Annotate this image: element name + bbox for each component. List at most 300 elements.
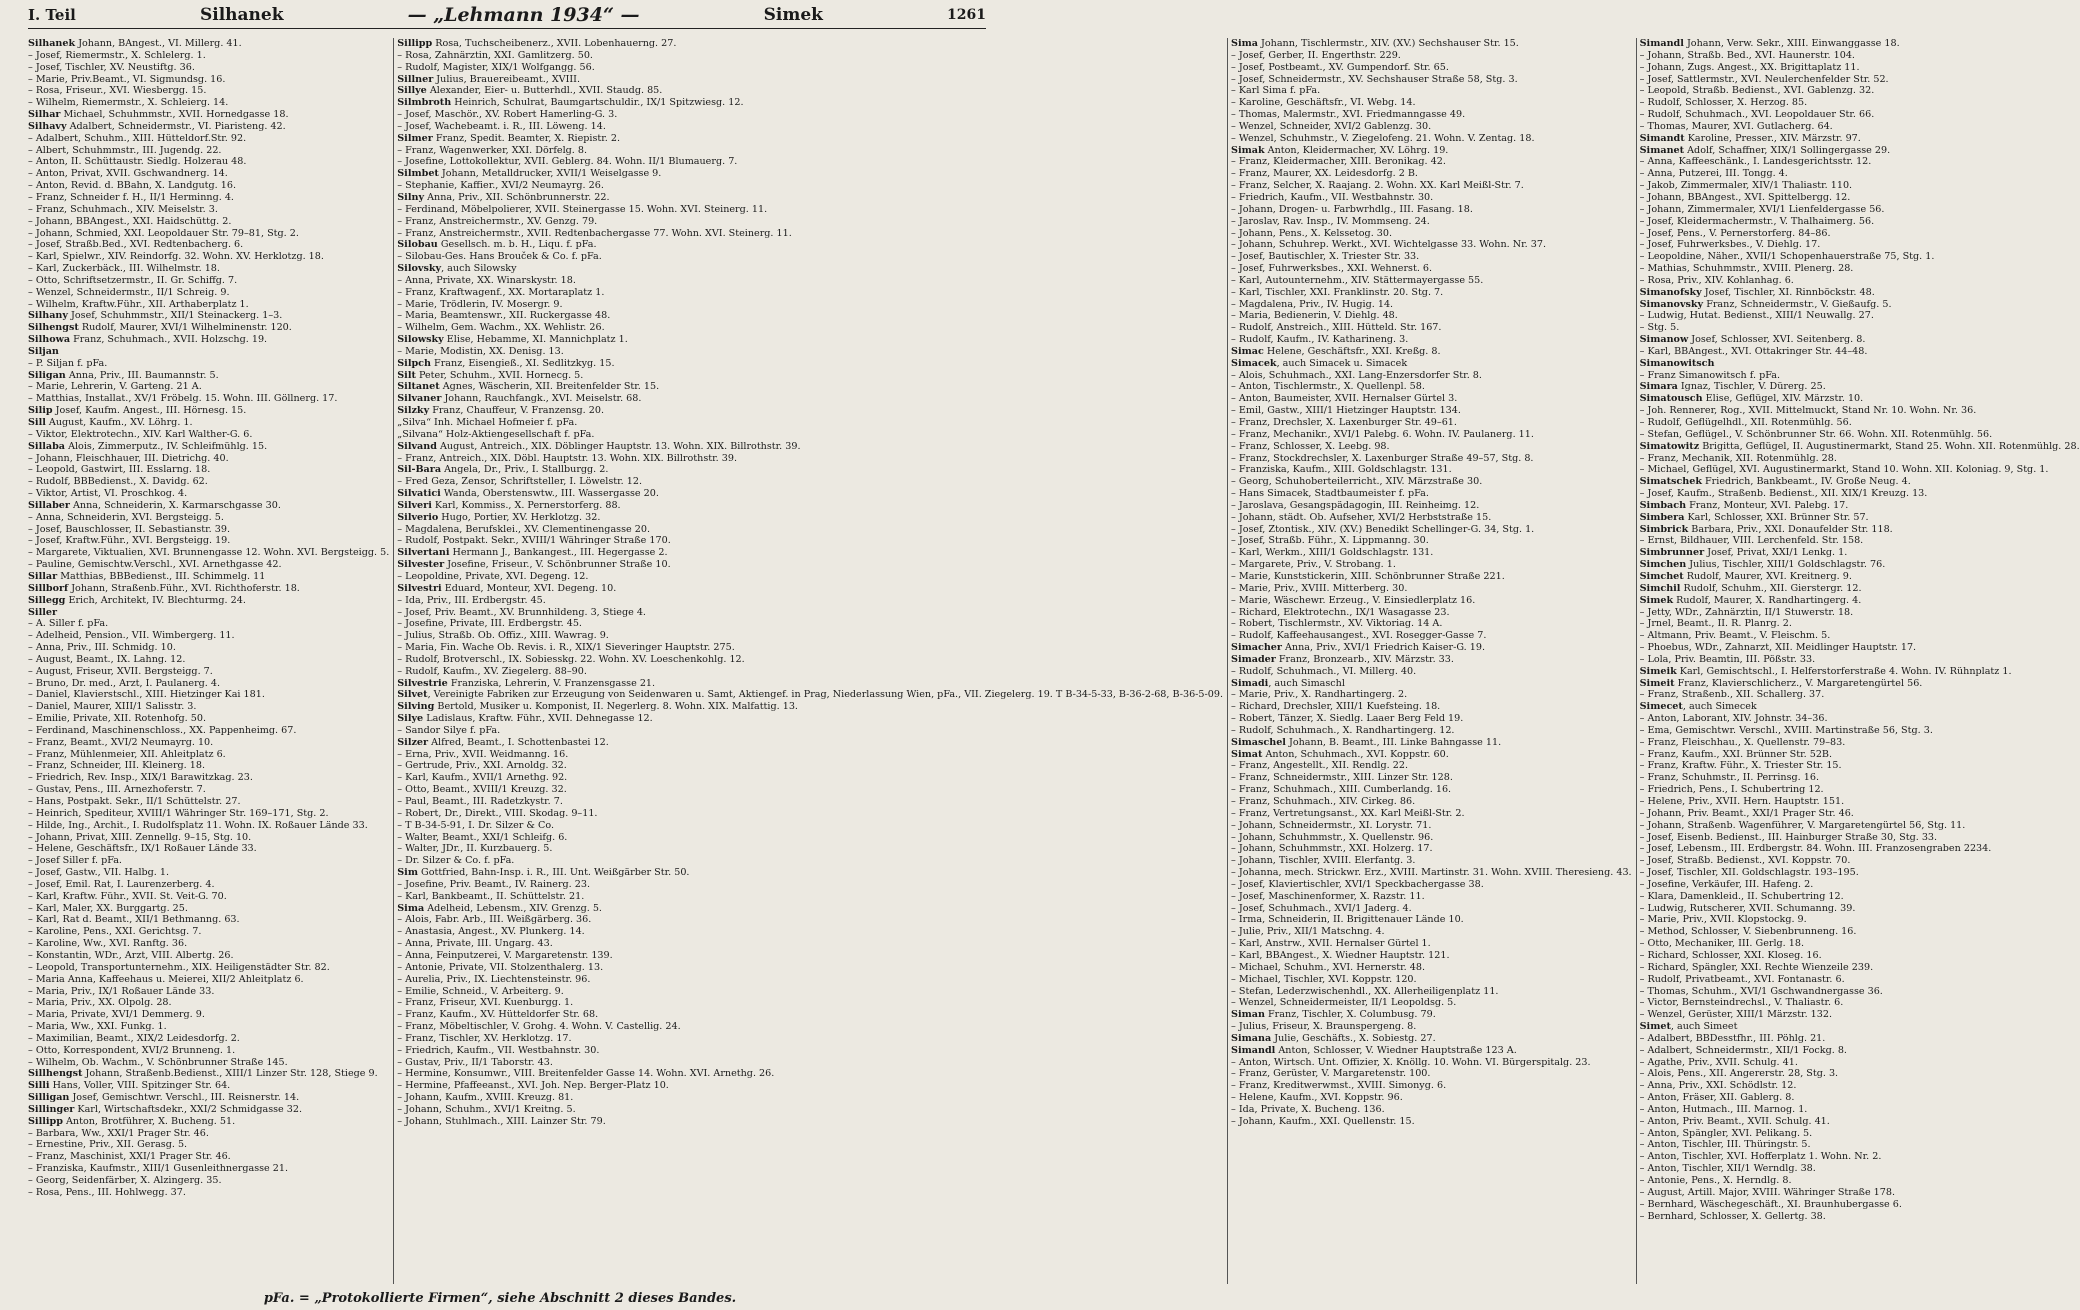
entry-text: – Johann, Kaufm., XVIII. Kreuzg. 81.: [397, 1092, 574, 1104]
directory-entry: [397, 689, 1223, 701]
entry-text: – Franz, Wagenwerker, XXI. Dörfelg. 8.: [397, 144, 588, 156]
entry-text: – Albert, Schuhmmstr., III. Jugendg. 22.: [28, 144, 222, 156]
directory-entry: [397, 950, 1223, 962]
entry-text: Erich, Architekt, IV. Blechturmg. 24.: [65, 594, 246, 606]
directory-entry: [1231, 938, 1632, 950]
entry-text: – Karl, Maler, XX. Burggartg. 25.: [28, 902, 188, 914]
entry-surname: Silip: [28, 405, 53, 417]
entry-text: Elise, Hebamme, XI. Mannichplatz 1.: [443, 334, 628, 346]
entry-text: Gesellsch. m. b. H., Liqu. f. pFa.: [437, 239, 597, 251]
entry-surname: Simanofsky: [1639, 286, 1702, 298]
entry-surname: Simader: [1231, 653, 1276, 665]
directory-entry: [397, 62, 1223, 74]
entry-text: – Otto, Beamt., XVIII/1 Kreuzg. 32.: [397, 784, 567, 796]
directory-entry: [1231, 180, 1632, 192]
directory-entry: [1231, 820, 1632, 832]
entry-text: – Franz, Anstreichermstr., XV. Genzg. 79.: [397, 215, 598, 227]
entry-text: – Josef, Klaviertischler, XVI/1 Speckbachergasse 38.: [1231, 878, 1484, 890]
entry-text: – Ernestine, Priv., XII. Gerasg. 5.: [28, 1139, 188, 1151]
entry-text: – Alois, Schuhmach., XXI. Lang-Enzersdorfer Str. 8.: [1231, 369, 1482, 381]
directory-entry: [28, 334, 389, 346]
entry-text: – Ferdinand, Möbelpolierer, XVII. Steinergasse 15. Wohn. XVI. Steinerg. 11.: [397, 203, 768, 215]
entry-text: – Daniel, Maurer, XIII/1 Salisstr. 3.: [28, 701, 197, 713]
entry-text: Elise, Geflügel, XIV. Märzstr. 10.: [1702, 393, 1864, 405]
directory-entry: [1231, 1057, 1632, 1069]
directory-entry: [397, 678, 1223, 690]
entry-text: – Michael, Geflügel, XVI. Augustinermarkt, Stand 10. Wohn. XII. Koloniag. 9, Stg. 1.: [1639, 464, 2049, 476]
entry-text: – Jakob, Zimmermaler, XIV/1 Thaliastr. 110.: [1639, 180, 1853, 192]
header-title: — „Lehmann 1934“ —: [407, 4, 640, 26]
entry-text: – Josefine, Verkäufer, III. Hafeng. 2.: [1639, 878, 1814, 890]
directory-entry: [1640, 713, 2080, 725]
entry-text: – Anton, Tischlermstr., X. Quellenpl. 58.: [1231, 381, 1425, 393]
entry-text: – Karl Sima f. pFa.: [1231, 85, 1321, 97]
entry-text: – Johann, Schmied, XXI. Leopoldauer Str. 79–81, Stg. 2.: [28, 227, 299, 239]
entry-text: , auch Silowsky: [441, 263, 517, 275]
directory-entry: [28, 749, 389, 761]
entry-surname: Silveri: [397, 499, 432, 511]
entry-text: – Franz, Schneider, III. Kleinerg. 18.: [28, 760, 206, 772]
directory-entry: [1231, 642, 1632, 654]
directory-entry: [397, 334, 1223, 346]
entry-surname: Silowsky: [397, 334, 444, 346]
directory-entry: [397, 441, 1223, 453]
directory-entry: [28, 62, 389, 74]
directory-entry: [397, 476, 1223, 488]
header-right-word: Simek: [763, 5, 823, 25]
entry-surname: Silny: [397, 191, 425, 203]
entry-text: – Ida, Priv., III. Erdbergstr. 45.: [397, 594, 546, 606]
entry-text: – Rosa, Zahnärztin, XXI. Gamlitzerg. 50.: [397, 49, 593, 61]
entry-text: – Johann, Privat, XIII. Zennellg. 9–15, Stg. 10.: [28, 831, 252, 843]
directory-entry: [28, 228, 389, 240]
directory-entry: [28, 843, 389, 855]
directory-entry: [28, 997, 389, 1009]
directory-entry: [397, 903, 1223, 915]
entry-text: , Vereinigte Fabriken zur Erzeugung von Seidenwaren u. Samt, Aktiengef. in Prag, Niederlassung Wien, pFa., VII. Ziegelerg. 19. T B-34-5-33, B-36-2-68, B-36-5-09.: [427, 689, 1224, 701]
entry-surname: Sil-Bara: [397, 464, 442, 476]
directory-entry: [1231, 192, 1632, 204]
entry-surname: Simacher: [1231, 642, 1282, 654]
directory-entry: [1231, 1021, 1632, 1033]
entry-surname: Silzer: [397, 736, 429, 748]
entry-text: – Franziska, Kaufm., XIII. Goldschlagstr. 131.: [1231, 464, 1452, 476]
directory-entry: [397, 595, 1223, 607]
directory-entry: [1231, 216, 1632, 228]
entry-text: – Gertrude, Priv., XXI. Arnoldg. 32.: [397, 760, 567, 772]
directory-entry: [397, 701, 1223, 713]
directory-entry: [1640, 512, 2080, 524]
entry-text: August, Antreich., XIX. Döblinger Hauptstr. 13. Wohn. XIX. Billrothstr. 39.: [436, 440, 801, 452]
entry-text: – Franz, Kreditwerwmst., XVIII. Simonyg. 6.: [1231, 1080, 1447, 1092]
directory-entry: [397, 393, 1223, 405]
entry-text: – Karl, Zuckerbäck., III. Wilhelmstr. 18.: [28, 263, 220, 275]
entry-text: – Helene, Geschäftsfr., IX/1 Roßauer Lände 33.: [28, 843, 257, 855]
entry-text: Adalbert, Schneidermstr., VI. Piaristeng. 42.: [66, 120, 286, 132]
entry-text: – Franz, Gerüster, V. Margaretenstr. 100.: [1231, 1068, 1431, 1080]
entry-surname: Silvestrie: [397, 677, 448, 689]
page-number: 1261: [947, 7, 986, 23]
entry-surname: Sima: [397, 902, 425, 914]
directory-entry: [1231, 145, 1632, 157]
directory-entry: [28, 559, 389, 571]
directory-entry: [397, 1104, 1223, 1116]
directory-entry: [397, 417, 1223, 429]
entry-text: – Anton, Priv. Beamt., XVII. Schulg. 41.: [1639, 1115, 1830, 1127]
directory-entry: [397, 784, 1223, 796]
entry-surname: Simchet: [1639, 570, 1684, 582]
directory-entry: [1231, 299, 1632, 311]
entry-surname: Simadi: [1231, 677, 1269, 689]
directory-entry: [28, 417, 389, 429]
directory-entry: [397, 559, 1223, 571]
directory-entry: [1231, 133, 1632, 145]
entry-surname: Silhanek: [28, 38, 76, 49]
directory-entry: [1231, 997, 1632, 1009]
directory-entry: [397, 310, 1223, 322]
entry-surname: Simara: [1639, 381, 1678, 393]
directory-entry: [1640, 784, 2080, 796]
entry-text: Franz, Monteur, XVI. Palebg. 17.: [1686, 499, 1849, 511]
entry-text: – Franz, Kaufm., XXI. Brünner Str. 52B.: [1639, 748, 1833, 760]
entry-surname: Sillaba: [28, 440, 66, 452]
entry-text: – Anna, Private, XX. Winarskystr. 18.: [397, 274, 576, 286]
entry-text: – Maria, Ww., XXI. Funkg. 1.: [28, 1021, 167, 1033]
directory-entry: [1231, 1080, 1632, 1092]
entry-text: – Konstantin, WDr., Arzt, VIII. Albertg. 26.: [28, 949, 234, 961]
entry-surname: Silt: [397, 369, 416, 381]
entry-text: Bertold, Musiker u. Komponist, II. Negerlerg. 8. Wohn. XIX. Malfattig. 13.: [434, 701, 798, 713]
entry-surname: Sillipp: [397, 38, 433, 49]
entry-text: Hermann J., Bankangest., III. Hegergasse 2.: [449, 547, 668, 559]
entry-text: – Marie, Kunststickerin, XIII. Schönbrunner Straße 221.: [1231, 570, 1505, 582]
entry-surname: Simbera: [1639, 511, 1685, 523]
entry-surname: Simacek: [1231, 357, 1277, 369]
entry-text: – Anna, Priv., III. Schmidg. 10.: [28, 642, 176, 654]
directory-entry: [28, 583, 389, 595]
entry-text: – Friedrich, Kaufm., VII. Westbahnstr. 30.: [397, 1044, 600, 1056]
directory-entry: [28, 441, 389, 453]
entry-surname: Silobau: [397, 239, 438, 251]
entry-text: – Rudolf, Brotverschl., IX. Sobiesskg. 22. Wohn. XV. Loeschenkohlg. 12.: [397, 653, 745, 665]
directory-entry: [28, 867, 389, 879]
directory-entry: [28, 287, 389, 299]
entry-text: – Maria, Private, XVI/1 Demmerg. 9.: [28, 1009, 205, 1021]
entry-text: – Wilhelm, Riemermstr., X. Schleierg. 14.: [28, 97, 229, 109]
entry-text: Franz, Spedit. Beamter, X. Riepistr. 2.: [432, 132, 621, 144]
entry-surname: Sillner: [397, 73, 434, 85]
entry-text: Heinrich, Schulrat, Baumgartschuldir., IX/1 Spitzwiesg. 12.: [451, 97, 744, 109]
directory-entry: [1231, 322, 1632, 334]
entry-text: – Anton, Tischler, XII/1 Werndlg. 38.: [1639, 1163, 1816, 1175]
directory-entry: [28, 299, 389, 311]
directory-entry: [28, 678, 389, 690]
directory-entry: [1640, 109, 2080, 121]
entry-text: – Wilhelm, Gem. Wachm., XX. Wehlistr. 26.: [397, 322, 605, 334]
directory-entry: [397, 867, 1223, 879]
directory-entry: [397, 275, 1223, 287]
directory-entry: [1640, 926, 2080, 938]
directory-entry: [1640, 1021, 2080, 1033]
entry-text: Brigitta, Geflügel, II. Augustinermarkt, Stand 25. Wohn. XII. Rotenmühlg. 28.: [1699, 440, 2080, 452]
entry-text: Rosa, Tuchscheibenerz., XVII. Lobenhauerng. 27.: [432, 38, 677, 49]
entry-text: Alfred, Beamt., I. Schottenbastei 12.: [428, 736, 609, 748]
entry-text: Josef, Schuhmmstr., XII/1 Steinackerg. 1–3.: [67, 310, 283, 322]
entry-text: – Ludwig, Hutat. Bedienst., XIII/1 Neuwallg. 27.: [1639, 310, 1874, 322]
entry-surname: Sillinger: [28, 1103, 75, 1115]
header-left-word: Silhanek: [199, 5, 284, 25]
entry-text: – Stefan, Geflügel., V. Schönbrunner Str. 66. Wohn. XII. Rotenmühlg. 56.: [1639, 428, 1993, 440]
entry-surname: Sillaber: [28, 499, 70, 511]
directory-entry: [1231, 891, 1632, 903]
column-1: [28, 38, 389, 1284]
directory-entry: [1231, 38, 1632, 50]
entry-text: Franziska, Lehrerin, V. Franzensgasse 21.: [447, 677, 656, 689]
directory-entry: [1640, 322, 2080, 334]
entry-text: – Robert, Tischlermstr., XV. Viktoriag. 14 A.: [1231, 618, 1443, 630]
entry-text: – Anton, Laborant, XIV. Johnstr. 34–36.: [1639, 713, 1828, 725]
entry-text: – Josef, Tischler, XV. Neustiftg. 36.: [28, 61, 195, 73]
directory-entry: [1640, 85, 2080, 97]
directory-entry: [1231, 737, 1632, 749]
entry-text: – Viktor, Elektrotechn., XIV. Karl Walther-G. 6.: [28, 428, 253, 440]
entry-text: – Viktor, Artist, VI. Proschkog. 4.: [28, 488, 188, 500]
directory-entry: [1640, 156, 2080, 168]
directory-entry: [1640, 358, 2080, 370]
directory-entry: [1231, 749, 1632, 761]
entry-surname: Simatousch: [1639, 393, 1703, 405]
entry-text: , auch Simaschl: [1268, 677, 1345, 689]
entry-text: Anna, Priv., XVI/1 Friedrich Kaiser-G. 19.: [1281, 642, 1486, 654]
entry-text: – Otto, Mechaniker, III. Gerlg. 18.: [1639, 938, 1805, 950]
entry-text: – Alois, Pens., XII. Angererstr. 28, Stg. 3.: [1639, 1068, 1839, 1080]
entry-surname: Sill: [28, 417, 46, 428]
entry-text: – Karoline, Ww., XVI. Ranftg. 36.: [28, 938, 188, 950]
directory-entry: [1640, 1045, 2080, 1057]
directory-entry: [1640, 1199, 2080, 1211]
directory-entry: [1640, 630, 2080, 642]
entry-text: – Josef, Ztontisk., XIV. (XV.) Benedikt Schellinger-G. 34, Stg. 1.: [1231, 523, 1535, 535]
entry-text: – Walter, Beamt., XXI/1 Schleifg. 6.: [397, 831, 568, 843]
directory-entry: [28, 879, 389, 891]
entry-text: – Johann, Schuhm., XVI/1 Kreitng. 5.: [397, 1103, 576, 1115]
entry-text: Karl, Gemischtschl., I. Helferstorferstraße 4. Wohn. IV. Rühnplatz 1.: [1676, 665, 2012, 677]
entry-text: Johann, Metalldrucker, XVII/1 Weiselgasse 9.: [438, 168, 662, 180]
entry-text: – Johann, Zugs. Angest., XX. Brigittaplatz 11.: [1639, 61, 1860, 73]
directory-entry: [1231, 50, 1632, 62]
directory-entry: [28, 145, 389, 157]
entry-text: Josefine, Friseur., V. Schönbrunner Straße 10.: [444, 559, 671, 571]
entry-text: – Adalbert, Schneidermstr., XII/1 Fockg. 8.: [1639, 1044, 1847, 1056]
directory-entry: [1231, 74, 1632, 86]
entry-text: Hans, Voller, VIII. Spitzinger Str. 64.: [49, 1080, 231, 1092]
entry-surname: Silhengst: [28, 322, 79, 334]
directory-entry: [28, 251, 389, 263]
directory-entry: [397, 832, 1223, 844]
directory-entry: [1640, 903, 2080, 915]
directory-entry: [1640, 760, 2080, 772]
directory-entry: [1640, 547, 2080, 559]
directory-entry: [1231, 417, 1632, 429]
directory-entry: [397, 524, 1223, 536]
entry-surname: Silvand: [397, 440, 437, 452]
entry-surname: Simchil: [1639, 582, 1681, 594]
entry-text: – Anton, II. Schüttaustr. Siedlg. Holzerau 48.: [28, 156, 247, 168]
entry-text: – Marie, Priv., XVIII. Mitterberg. 30.: [1231, 582, 1408, 594]
directory-entry: [28, 891, 389, 903]
entry-text: – Ludwig, Rutscherer, XVII. Schumanng. 39.: [1639, 902, 1856, 914]
entry-text: – Josef, Schneidermstr., XV. Sechshauser Straße 58, Stg. 3.: [1231, 73, 1518, 85]
entry-text: – Fred Geza, Zensor, Schriftsteller, I. Löwelstr. 12.: [397, 476, 643, 488]
directory-entry: [1640, 725, 2080, 737]
entry-text: – Karl, Tischler, XXI. Franklinstr. 20. Stg. 7.: [1231, 286, 1444, 298]
directory-entry: [28, 370, 389, 382]
directory-entry: [397, 453, 1223, 465]
directory-entry: [397, 1033, 1223, 1045]
entry-text: – Rudolf, Geflügelhdl., XII. Rotenmühlg. 56.: [1639, 417, 1852, 428]
directory-entry: [1640, 275, 2080, 287]
entry-text: – Robert, Dr., Direkt., VIII. Skodag. 9–11.: [397, 807, 598, 819]
entry-text: Wanda, Oberstenswtw., III. Wassergasse 20.: [440, 488, 659, 500]
entry-text: – Jaroslav, Rav. Insp., IV. Mommseng. 24.: [1231, 215, 1430, 227]
directory-entry: [397, 85, 1223, 97]
entry-surname: Simanow: [1639, 334, 1689, 346]
entry-surname: Silverio: [397, 511, 439, 523]
directory-entry: [1231, 121, 1632, 133]
entry-text: – Franz, Anstreichermstr., XVII. Redtenbachergasse 77. Wohn. XVI. Steinerg. 11.: [397, 227, 792, 239]
entry-text: Friedrich, Bankbeamt., IV. Große Neug. 4.: [1701, 476, 1911, 488]
directory-entry: [397, 583, 1223, 595]
entry-text: – Hilde, Ing., Archit., I. Rudolfsplatz 11. Wohn. IX. Roßauer Lände 33.: [28, 819, 368, 831]
directory-entry: [1640, 287, 2080, 299]
entry-text: – Karoline, Geschäftsfr., VI. Webg. 14.: [1231, 97, 1416, 109]
entry-text: – Karl, Rat d. Beamt., XII/1 Bethmanng. 63.: [28, 914, 240, 926]
directory-entry: [1231, 156, 1632, 168]
entry-text: – Marie, Modistin, XX. Denisg. 13.: [397, 345, 564, 357]
entry-surname: Simak: [1231, 144, 1265, 156]
directory-entry: [1640, 535, 2080, 547]
entry-text: Adelheid, Lebensm., XIV. Grenzg. 5.: [424, 902, 602, 914]
entry-text: – Anton, Fräser, XII. Gablerg. 8.: [1639, 1092, 1795, 1104]
directory-entry: [1640, 986, 2080, 998]
directory-entry: [397, 760, 1223, 772]
directory-entry: [28, 1175, 389, 1187]
header-rule: [28, 28, 986, 29]
entry-text: – Rudolf, BBBedienst., X. Davidg. 62.: [28, 476, 208, 488]
directory-entry: [397, 926, 1223, 938]
entry-text: – Franz, Kleidermacher, XIII. Beronikag. 42.: [1231, 156, 1446, 168]
entry-text: – Rudolf, Schuhmach., VI. Millerg. 40.: [1231, 665, 1417, 677]
directory-entry: [397, 843, 1223, 855]
entry-text: – Josef, Schuhmach., XVI/1 Jaderg. 4.: [1231, 902, 1412, 914]
directory-entry: [1231, 97, 1632, 109]
directory-entry: [1640, 299, 2080, 311]
entry-text: – Karl, Kaufm., XVII/1 Arnethg. 92.: [397, 772, 568, 784]
directory-entry: [1640, 1104, 2080, 1116]
directory-entry: [1231, 535, 1632, 547]
entry-text: – Josef, Gastw., VII. Halbg. 1.: [28, 867, 170, 879]
directory-entry: [397, 429, 1223, 441]
directory-entry: [28, 429, 389, 441]
entry-text: – Franz, Angestellt., XII. Rendlg. 22.: [1231, 760, 1408, 772]
entry-text: – Julie, Priv., XII/1 Matschng. 4.: [1231, 926, 1385, 938]
entry-text: , auch Simecek: [1682, 701, 1757, 713]
directory-entry: [1640, 595, 2080, 607]
entry-surname: Simet: [1639, 1021, 1671, 1033]
directory-entry: [1640, 97, 2080, 109]
entry-text: – Wilhelm, Ob. Wachm., V. Schönbrunner Straße 145.: [28, 1056, 288, 1068]
directory-entry: [1231, 275, 1632, 287]
entry-text: – Anton, Privat, XVII. Gschwandnerg. 14.: [28, 168, 228, 180]
directory-entry: [397, 287, 1223, 299]
directory-entry: [28, 630, 389, 642]
directory-entry: [397, 974, 1223, 986]
entry-surname: Sillborf: [28, 582, 69, 594]
directory-entry: [1231, 843, 1632, 855]
directory-entry: [1640, 1068, 2080, 1080]
entry-text: – Thomas, Maurer, XVI. Gutlacherg. 64.: [1639, 120, 1833, 132]
directory-entry: [1231, 701, 1632, 713]
entry-surname: Silvertani: [397, 547, 450, 559]
directory-entry: [28, 393, 389, 405]
directory-entry: [28, 1151, 389, 1163]
entry-text: – Richard, Spängler, XXI. Rechte Wienzeile 239.: [1639, 961, 1874, 973]
entry-text: – Johann, Straßb. Bed., XVI. Haunerstr. 104.: [1639, 49, 1855, 61]
directory-entry: [1640, 618, 2080, 630]
entry-text: – Anna, Private, III. Ungarg. 43.: [397, 938, 553, 950]
directory-entry: [397, 370, 1223, 382]
entry-text: – August, Artill. Major, XVIII. Währinger Straße 178.: [1639, 1186, 1896, 1198]
entry-text: – Leopold, Gastwirt, III. Esslarng. 18.: [28, 464, 211, 476]
entry-text: – Friedrich, Rev. Insp., XIX/1 Barawitzkag. 23.: [28, 772, 253, 784]
directory-entry: [397, 97, 1223, 109]
entry-text: – Karl, Werkm., XIII/1 Goldschlagstr. 131.: [1231, 547, 1434, 559]
entry-surname: Simek: [1639, 594, 1674, 606]
entry-text: – Anastasia, Angest., XV. Plunkerg. 14.: [397, 926, 585, 938]
entry-surname: Sim: [397, 867, 418, 879]
directory-entry: [28, 737, 389, 749]
entry-text: – Josef, Fuhrwerksbes., V. Diehlg. 17.: [1639, 239, 1821, 251]
directory-entry: [1640, 405, 2080, 417]
entry-text: – Antonie, Pens., X. Herndlg. 8.: [1639, 1175, 1792, 1186]
directory-entry: [28, 263, 389, 275]
directory-entry: [1640, 1057, 2080, 1069]
entry-text: – Anna, Putzerei, III. Tongg. 4.: [1639, 168, 1788, 180]
directory-entry: [1640, 1033, 2080, 1045]
directory-entry: [397, 109, 1223, 121]
directory-entry: [28, 1057, 389, 1069]
directory-entry: [1231, 832, 1632, 844]
directory-entry: [28, 512, 389, 524]
directory-entry: [397, 962, 1223, 974]
directory-entry: [1231, 666, 1632, 678]
directory-entry: [397, 168, 1223, 180]
directory-entry: [28, 1187, 389, 1199]
entry-text: – Klara, Damenkleid., II. Schubertring 12.: [1639, 890, 1844, 902]
entry-text: – Franziska, Kaufmstr., XIII/1 Gusenleithnergasse 21.: [28, 1163, 289, 1175]
entry-text: – August, Friseur, XVII. Bergsteigg. 7.: [28, 665, 213, 677]
entry-text: – Josef, Maschör., XV. Robert Hamerling-G. 3.: [397, 109, 618, 121]
entry-text: – Gustav, Priv., II/1 Taborstr. 43.: [397, 1056, 553, 1068]
entry-text: – Franz, Schuhmach., XIV. Cirkeg. 86.: [1231, 796, 1416, 807]
entry-text: – Altmann, Priv. Beamt., V. Fleischm. 5.: [1639, 630, 1831, 642]
entry-text: – Josef, Kraftw.Führ., XVI. Bergsteigg. 19.: [28, 535, 231, 547]
entry-text: – Jetty, WDr., Zahnärztin, II/1 Stuwerstr. 18.: [1639, 606, 1854, 618]
directory-entry: [1231, 512, 1632, 524]
directory-entry: [28, 784, 389, 796]
directory-entry: [28, 204, 389, 216]
directory-entry: [1231, 689, 1632, 701]
